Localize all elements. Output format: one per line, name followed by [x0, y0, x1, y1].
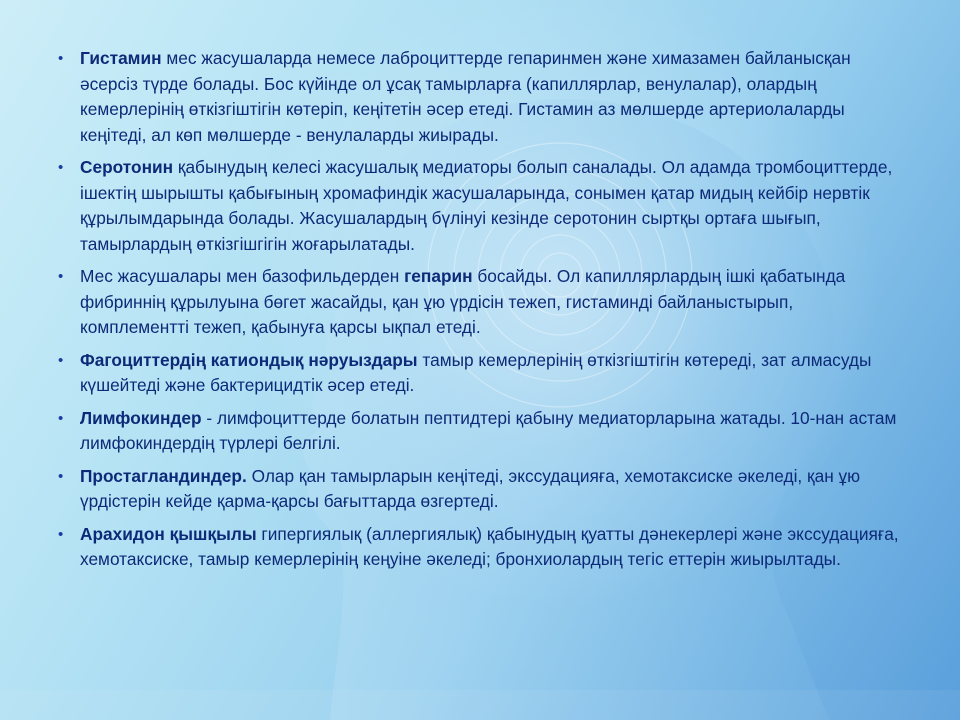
- term: гепарин: [404, 266, 473, 286]
- bullet-dot-icon: •: [58, 50, 64, 67]
- list-item: [56, 464, 906, 515]
- list-item: [56, 348, 906, 399]
- item-text: босайды. Ол капиллярлардың ішкі қабатында фибриннің құрылуына бөгет жасайды, қан ұю үрдісін тежеп, гистаминді байланыстырып, комплементті тежеп, қабынуға қарсы ықпал етеді.: [80, 266, 846, 337]
- bullet-dot-icon: •: [58, 351, 64, 369]
- list-item: [56, 46, 906, 148]
- term: Простагландиндер.: [80, 465, 247, 486]
- list-item: [56, 522, 906, 573]
- item-text-before: Мес жасушалары мен базофильдерден: [80, 266, 405, 286]
- item-text: гипергиялық (аллергиялық) қабынудың қуатты дәнекерлері және экссудацияға, хемотаксиске, тамыр кемерлерінің кеңуіне әкеледі; бронхиолардың тегіс еттерін жиырылтады.: [80, 523, 899, 569]
- bullet-dot-icon: •: [58, 409, 64, 427]
- bullet-list: [56, 46, 906, 580]
- term: Гистамин: [80, 48, 162, 68]
- item-text: Олар қан тамырларын кеңітеді, экссудацияға, хемотаксиске әкеледі, қан ұю үрдістерін кейде қарма-қарсы бағыттарда өзгертеді.: [80, 465, 861, 511]
- list-item: [56, 406, 906, 457]
- item-text: - лимфоциттерде болатын пептидтері қабыну медиаторларына жатады. 10-нан астам лимфокиндердің түрлері белгілі.: [80, 407, 897, 453]
- bullet-dot-icon: •: [58, 525, 64, 543]
- list-item: [56, 264, 906, 341]
- bullet-dot-icon: •: [58, 268, 64, 285]
- term: Лимфокиндер: [80, 407, 202, 428]
- term: Фагоциттердің катиондық нәруыздары: [80, 349, 418, 370]
- bullet-dot-icon: •: [58, 467, 64, 485]
- term: Серотонин: [80, 157, 174, 177]
- item-text: мес жасушаларда немесе лаброциттерде гепаринмен және химазамен байланысқан әсерсіз түрде болады. Бос күйінде ол ұсақ тамырларға (капиллярлар, венулалар), олардың кемерлерінің өткізгіштігін көтеріп, кеңітетін әсер етеді. Гистамин аз мөлшерде артериолаларды кеңітеді, ал көп мөлшерде - венулаларды жиырады.: [80, 48, 851, 145]
- item-text: тамыр кемерлерінің өткізгіштігін көтереді, зат алмасуды күшейтеді және бактерицидтік әсер етеді.: [80, 349, 872, 395]
- bullet-dot-icon: •: [58, 159, 64, 176]
- term: Арахидон қышқылы: [80, 523, 257, 544]
- list-item: [56, 155, 906, 257]
- item-text: қабынудың келесі жасушалық медиаторы болып саналады. Ол адамда тромбоциттерде, ішектің шырышты қабығының хромафиндік жасушаларында, сонымен қатар мидың кейбір нервтік құрылымдарында болады. Жасушалардың бүлінуі кезінде серотонин сыртқы ортаға шығып, тамырлардың өткізгішгігін жоғарылатады.: [80, 157, 893, 254]
